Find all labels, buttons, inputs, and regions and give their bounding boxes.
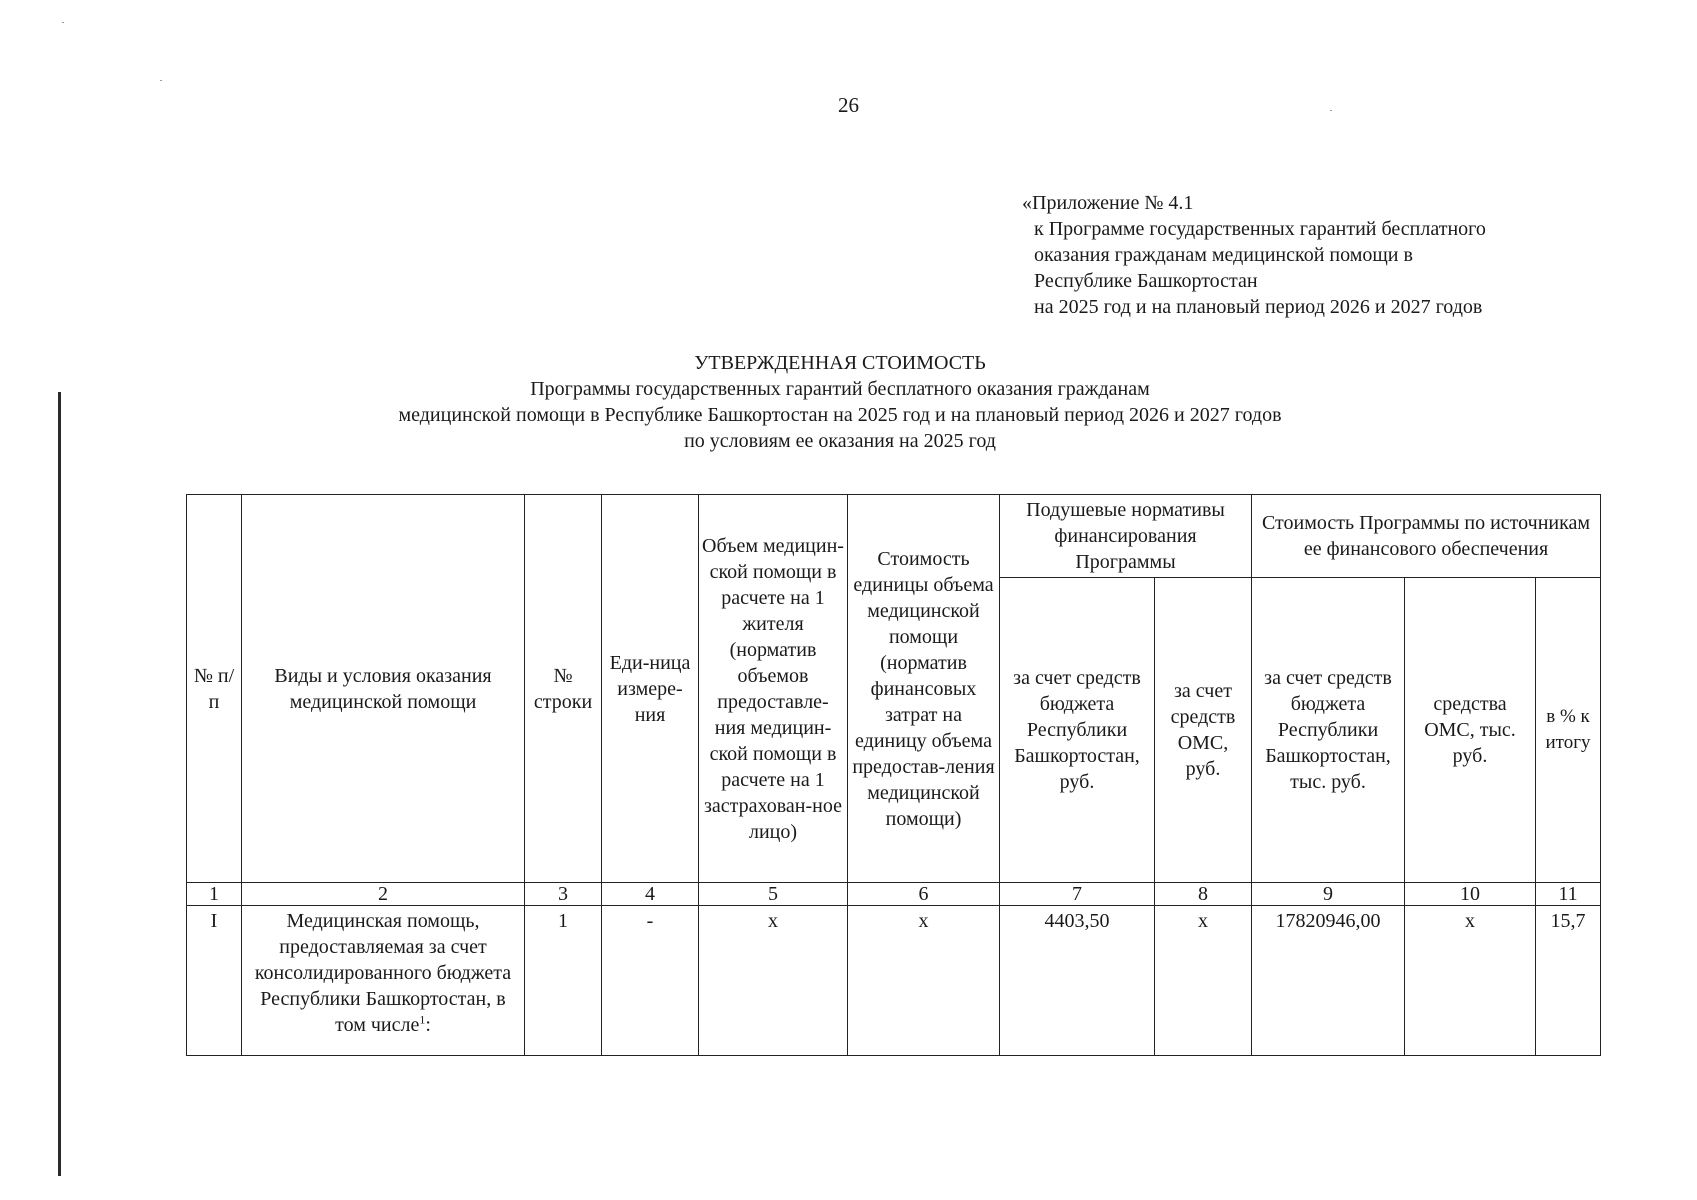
row-number: I <box>187 906 242 1056</box>
scan-speck <box>160 80 162 81</box>
row-per-capita-budget: 4403,50 <box>1000 906 1155 1056</box>
row-name-cell <box>242 906 525 1056</box>
footnote-marker: 1 <box>419 1012 426 1027</box>
column-number: 3 <box>525 883 602 906</box>
column-number: 11 <box>1536 883 1601 906</box>
scan-speck <box>62 22 64 23</box>
column-number: 4 <box>602 883 699 906</box>
appendix-line: к Программе государственных гарантий бесплатного <box>1034 218 1486 240</box>
table-row <box>187 906 1601 1056</box>
title-line: медицинской помощи в Республике Башкортостан на 2025 год и на плановый период 2026 и 2027 годов <box>398 404 1282 426</box>
row-volume: х <box>699 906 848 1056</box>
header-group-program-cost: Стоимость Программы по источникам ее финансового обеспечения <box>1252 495 1601 578</box>
cost-table <box>186 494 1601 1056</box>
appendix-header <box>1022 190 1486 320</box>
appendix-line: Республике Башкортостан <box>1034 270 1258 292</box>
row-cost-budget: 17820946,00 <box>1252 906 1405 1056</box>
column-number: 1 <box>187 883 242 906</box>
column-number: 5 <box>699 883 848 906</box>
header-per-capita-budget: за счет средств бюджета Республики Башкортостан, руб. <box>1000 578 1155 883</box>
row-name-suffix: : <box>425 1014 431 1036</box>
row-unit-cost: х <box>848 906 1000 1056</box>
header-per-capita-oms: за счет средств ОМС, руб. <box>1155 578 1252 883</box>
column-number-row <box>187 883 1601 906</box>
column-number: 9 <box>1252 883 1405 906</box>
page-number: 26 <box>838 93 859 117</box>
row-percent: 15,7 <box>1536 906 1601 1056</box>
header-row <box>187 495 1601 578</box>
appendix-line: оказания гражданам медицинской помощи в <box>1034 244 1413 266</box>
row-name: Медицинская помощь, предоставляемая за счет консолидированного бюджета Республики Башкортостан, в том числе <box>254 910 512 1036</box>
header-volume: Объем медицин-ской помощи в расчете на 1 жителя (норматив объемов предоставле-ния медицин-ской помощи в расчете на 1 застрахован-ное лицо) <box>699 495 848 883</box>
column-number: 7 <box>1000 883 1155 906</box>
column-number: 6 <box>848 883 1000 906</box>
row-cost-oms: х <box>1405 906 1536 1056</box>
row-line-number: 1 <box>525 906 602 1056</box>
row-unit: - <box>602 906 699 1056</box>
header-line-number: № строки <box>525 495 602 883</box>
header-type: Виды и условия оказания медицинской помощи <box>242 495 525 883</box>
binding-mark <box>58 392 61 1176</box>
header-cost-oms: средства ОМС, тыс. руб. <box>1405 578 1536 883</box>
column-number: 2 <box>242 883 525 906</box>
header-group-per-capita: Подушевые нормативы финансирования Программы <box>1000 495 1252 578</box>
header-unit-cost: Стоимость единицы объема медицинской помощи (норматив финансовых затрат на единицу объема предостав-ления медицинской помощи) <box>848 495 1000 883</box>
row-per-capita-oms: х <box>1155 906 1252 1056</box>
appendix-line: на 2025 год и на плановый период 2026 и 2027 годов <box>1034 296 1483 318</box>
document-title <box>300 350 1380 454</box>
header-unit: Еди-ница измере-ния <box>602 495 699 883</box>
appendix-line: «Приложение № 4.1 <box>1022 192 1194 214</box>
title-line: по условиям ее оказания на 2025 год <box>684 430 996 452</box>
header-percent: в % к итогу <box>1536 578 1601 883</box>
header-cost-budget: за счет средств бюджета Республики Башкортостан, тыс. руб. <box>1252 578 1405 883</box>
title-line: УТВЕРЖДЕННАЯ СТОИМОСТЬ <box>694 352 986 374</box>
header-number: № п/п <box>187 495 242 883</box>
column-number: 8 <box>1155 883 1252 906</box>
column-number: 10 <box>1405 883 1536 906</box>
title-line: Программы государственных гарантий бесплатного оказания гражданам <box>530 378 1150 400</box>
